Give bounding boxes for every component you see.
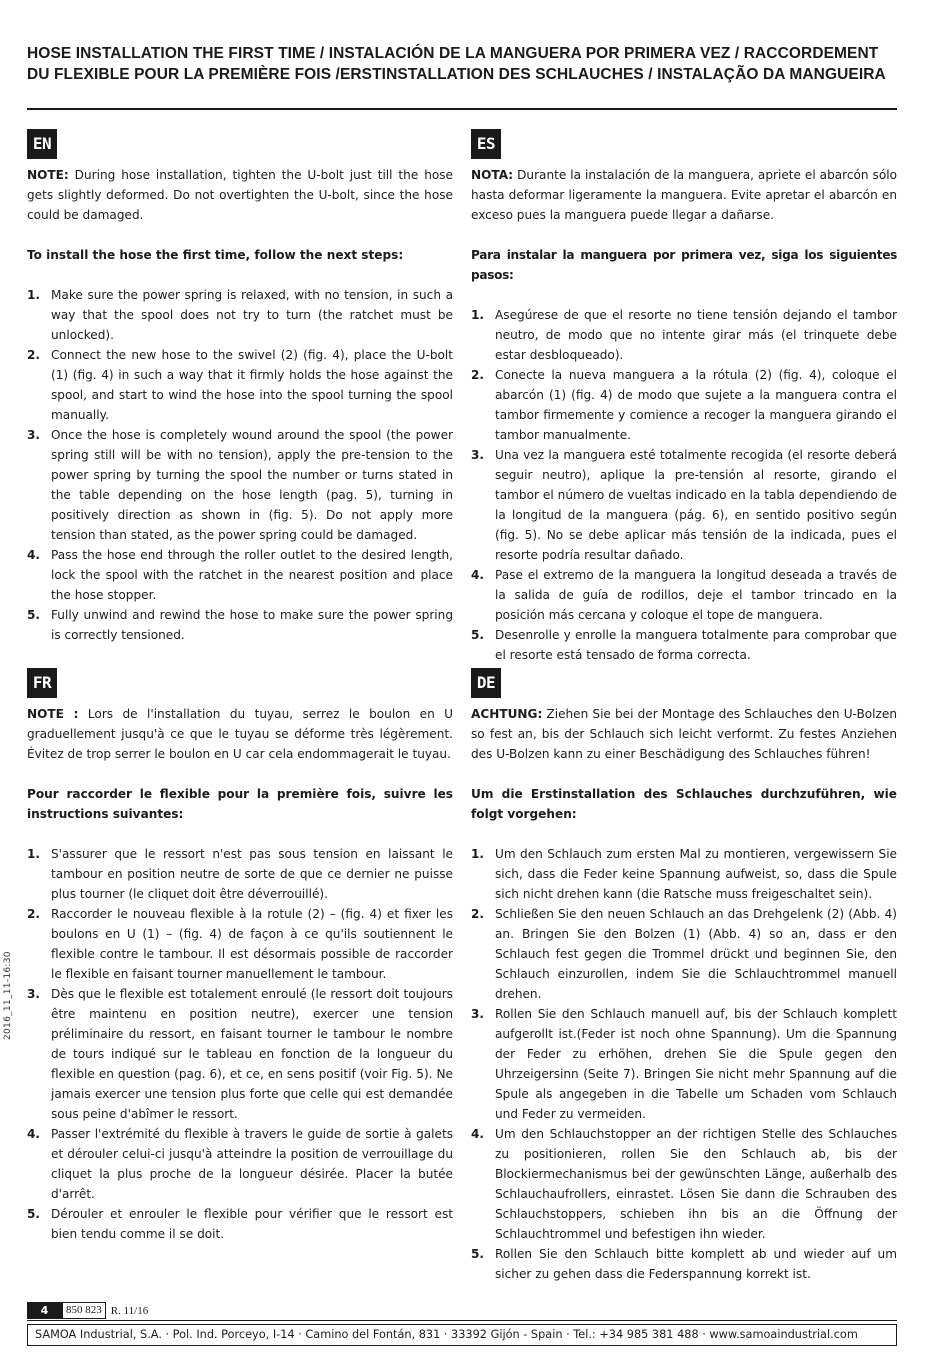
note-de	[471, 704, 897, 764]
note-text: During hose installation, tighten the U-bolt just till the hose gets slightly deformed. Do not overtighten the U-bolt, since the hose could be damaged.	[27, 168, 453, 222]
note-label: NOTE :	[27, 707, 79, 721]
language-badge-es: ES	[471, 129, 501, 159]
title-divider	[27, 108, 897, 110]
step-item	[471, 625, 897, 665]
note-text: Ziehen Sie bei der Montage des Schlauches den U-Bolzen so fest an, bis der Schlauch sich leicht verformt. Zu festes Anziehen des U-Bolzen kann zu einer Beschädigung des Schlauches führen!	[471, 707, 897, 761]
step-item	[27, 844, 453, 904]
step-item	[27, 984, 453, 1124]
steps-list-en	[27, 285, 453, 645]
step-number: 1.	[27, 847, 41, 861]
step-number: 3.	[27, 987, 41, 1001]
step-text: Um den Schlauchstopper an der richtigen Stelle des Schlauches zu positionieren, rollen Sie den Schlauch ab, bis der Blockiermechanismus bei der gewünschten Länge, außerhalb des Schlauchaufrollers, einrastet. Lösen Sie dann die Schrauben des Schlauchstoppers, schieben ihn bis an die Öffnung der Schlauchtrommel und befestigen ihn wieder.	[495, 1127, 897, 1241]
step-item	[471, 1244, 897, 1284]
step-item	[27, 545, 453, 605]
step-item	[27, 605, 453, 645]
section-fr	[27, 668, 453, 1244]
step-text: Desenrolle y enrolle la manguera totalmente para comprobar que el resorte está tensado de forma correcta.	[495, 628, 897, 662]
step-text: Passer l'extrémité du flexible à travers le guide de sortie à galets et dérouler celui-ci jusqu'à atteindre la position de verrouillage du cliquet la plus proche de la longueur désirée. Placer la butée d'arrêt.	[51, 1127, 453, 1201]
step-item	[471, 844, 897, 904]
step-item	[27, 345, 453, 425]
step-text: Dérouler et enrouler le flexible pour vérifier que le ressort est bien tendu comme il se doit.	[51, 1207, 453, 1241]
note-text: Durante la instalación de la manguera, apriete el abarcón sólo hasta deformar ligeramente la manguera. Evite apretar el abarcón en exceso pues la manguera puede llegar a dañarse.	[471, 168, 897, 222]
step-item	[27, 1204, 453, 1244]
steps-heading-es: Para instalar la manguera por primera vez, siga los siguientes pasos:	[471, 248, 897, 282]
step-text: S'assurer que le ressort n'est pas sous tension en laissant le tambour en position neutre de sorte de que ce dernier ne puisse plus tourner (le cliquet doit être déverrouillé).	[51, 847, 453, 901]
step-text: Schließen Sie den neuen Schlauch an das Drehgelenk (2) (Abb. 4) an. Bringen Sie den Bolzen (1) (Abb. 4) so an, dass er den Schlauch fest gegen die Trommel drückt und beginnen Sie, den Schlauch einzurollen, indem Sie die Schlauchtrommel manuell drehen.	[495, 907, 897, 1001]
footer-divider	[27, 1320, 897, 1321]
step-item	[471, 1004, 897, 1124]
step-text: Dès que le flexible est totalement enroulé (le ressort doit toujours être maintenu en position neutre), exercer une tension préliminaire du ressort, en faisant tourner le tambour le nombre de tours indiqué sur le tableau en fonction de la longueur du flexible en question (pag. 6), et ce, en sens positif (voir Fig. 5). Ne jamais exercer une tension plus forte que celle qui est demandée sous peine d'abîmer le ressort.	[51, 987, 453, 1121]
step-number: 2.	[471, 368, 485, 382]
step-number: 4.	[471, 568, 485, 582]
step-number: 4.	[471, 1127, 485, 1141]
step-number: 4.	[27, 548, 41, 562]
steps-heading-fr: Pour raccorder le flexible pour la première fois, suivre les instructions suivantes:	[27, 787, 453, 821]
page-title: HOSE INSTALLATION THE FIRST TIME / INSTALACIÓN DE LA MANGUERA POR PRIMERA VEZ / RACCORDEMENT DU FLEXIBLE POUR LA PREMIÈRE FOIS /ERSTINSTALLATION DES SCHLAUCHES / INSTALAÇÃO DA MANGUEIRA	[27, 45, 886, 83]
step-number: 3.	[471, 448, 485, 462]
step-text: Once the hose is completely wound around the spool (the power spring still will be with no tension), apply the pre-tension to the power spring by turning the spool the number or turns stated in the table depending on the hose length (pag. 5), turning in positively direction as shown in (fig. 5). Do not apply more tension than stated, as the power spring could be damaged.	[51, 428, 453, 542]
steps-list-fr	[27, 844, 453, 1244]
step-number: 2.	[27, 348, 41, 362]
step-number: 2.	[27, 907, 41, 921]
step-number: 3.	[27, 428, 41, 442]
step-item	[27, 285, 453, 345]
print-date-stamp: 2016_11_11-16:30	[3, 951, 13, 1040]
company-contact-line: SAMOA Industrial, S.A. · Pol. Ind. Porceyo, I-14 · Camino del Fontán, 831 · 33392 Gijón - Spain · Tel.: +34 985 381 488 · www.samoaindustrial.com	[27, 1324, 897, 1346]
step-text: Una vez la manguera esté totalmente recogida (el resorte deberá seguir neutro), aplique la pre-tensión al resorte, girando el tambor el número de vueltas indicado en la tabla dependiendo de la longitud de la manguera (pág. 6), en sentido positivo según (fig. 5). No se debe aplicar más tensión de la indicada, pues el resorte podría resultar dañado.	[495, 448, 897, 562]
step-number: 1.	[27, 288, 41, 302]
revision-label: R. 11/16	[110, 1304, 149, 1317]
step-text: Connect the new hose to the swivel (2) (fig. 4), place the U-bolt (1) (fig. 4) in such a way that it firmly holds the hose against the spool, and start to wind the hose into the spool turning the spool manually.	[51, 348, 453, 422]
section-es	[471, 129, 897, 665]
language-badge-fr: FR	[27, 668, 57, 698]
step-number: 4.	[27, 1127, 41, 1141]
note-label: ACHTUNG:	[471, 707, 543, 721]
step-item	[27, 904, 453, 984]
step-item	[471, 904, 897, 1004]
step-text: Raccorder le nouveau flexible à la rotule (2) – (fig. 4) et fixer les boulons en U (1) – (fig. 4) de façon à ce qu'ils soutiennent le flexible contre le tambour. Il est désormais possible de raccorder le flexible en faisant tourner manuellement le tambour.	[51, 907, 453, 981]
step-number: 5.	[471, 1247, 485, 1261]
step-item	[471, 445, 897, 565]
steps-list-de	[471, 844, 897, 1284]
document-code: 850 823	[62, 1302, 106, 1319]
step-number: 5.	[27, 1207, 41, 1221]
step-text: Rollen Sie den Schlauch manuell auf, bis der Schlauch komplett aufgerollt ist.(Feder ist noch ohne Spannung). Um die Spannung der Feder zu erhöhen, drehen Sie die Spule gegen den Uhrzeigersinn (Seite 7). Bringen Sie nicht mehr Spannung auf die Spule als angegeben in die Tabelle um Schaden vom Schlauch und Feder zu vermeiden.	[495, 1007, 897, 1121]
step-item	[471, 305, 897, 365]
page-number: 4	[27, 1302, 62, 1319]
steps-list-es	[471, 305, 897, 665]
step-item	[471, 565, 897, 625]
language-badge-en: EN	[27, 129, 57, 159]
step-text: Rollen Sie den Schlauch bitte komplett ab und wieder auf um sicher zu gehen dass die Federspannung korrekt ist.	[495, 1247, 897, 1281]
note-es	[471, 165, 897, 225]
step-number: 1.	[471, 308, 485, 322]
step-number: 2.	[471, 907, 485, 921]
step-text: Conecte la nueva manguera a la rótula (2) (fig. 4), coloque el abarcón (1) (fig. 4) de modo que sujete a la manguera contra el tambor firmemente y comience a recoger la manguera girando el tambor manualmente.	[495, 368, 897, 442]
step-text: Pass the hose end through the roller outlet to the desired length, lock the spool with the ratchet in the nearest position and place the hose stopper.	[51, 548, 453, 602]
step-text: Make sure the power spring is relaxed, with no tension, in such a way that the spool does not try to turn (the ratchet must be unlocked).	[51, 288, 453, 342]
step-number: 3.	[471, 1007, 485, 1021]
note-label: NOTA:	[471, 168, 514, 182]
note-en	[27, 165, 453, 225]
language-badge-de: DE	[471, 668, 501, 698]
step-item	[27, 1124, 453, 1204]
note-label: NOTE:	[27, 168, 69, 182]
step-item	[471, 365, 897, 445]
step-item	[471, 1124, 897, 1244]
page-footer-meta	[27, 1302, 148, 1319]
step-number: 5.	[471, 628, 485, 642]
steps-heading-de: Um die Erstinstallation des Schlauches durchzuführen, wie folgt vorgehen:	[471, 787, 897, 821]
step-number: 5.	[27, 608, 41, 622]
section-en	[27, 129, 453, 645]
step-item	[27, 425, 453, 545]
step-text: Pase el extremo de la manguera la longitud deseada a través de la salida de guía de rodillos, deje el tambor trincado en la posición más cercana y coloque el tope de manguera.	[495, 568, 897, 622]
note-fr	[27, 704, 453, 764]
note-text: Lors de l'installation du tuyau, serrez le boulon en U graduellement jusqu'à ce que le tuyau se déforme très légèrement. Évitez de trop serrer le boulon en U car cela endommagerait le tuyau.	[27, 707, 453, 761]
section-de	[471, 668, 897, 1284]
step-text: Asegúrese de que el resorte no tiene tensión dejando el tambor neutro, de modo que no intente girar más (el trinquete debe estar desbloqueado).	[495, 308, 897, 362]
steps-heading-en: To install the hose the first time, follow the next steps:	[27, 248, 404, 262]
step-text: Um den Schlauch zum ersten Mal zu montieren, vergewissern Sie sich, dass die Feder keine Spannung aufweist, so, dass die Spule sich nicht drehen kann (die Ratsche muss freigeschaltet sein).	[495, 847, 897, 901]
step-text: Fully unwind and rewind the hose to make sure the power spring is correctly tensioned.	[51, 608, 453, 642]
step-number: 1.	[471, 847, 485, 861]
